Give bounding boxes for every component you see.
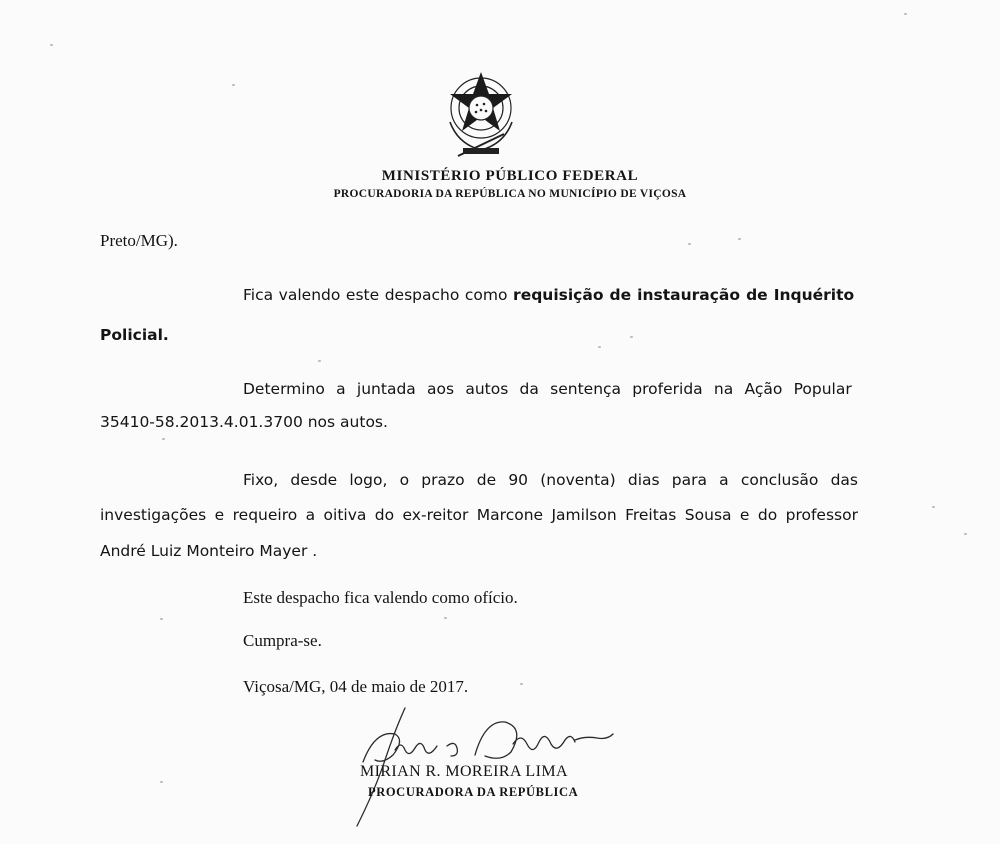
scan-speck xyxy=(964,533,967,535)
signatory-name: MIRIAN R. MOREIRA LIMA xyxy=(360,763,568,780)
paragraph-continuation: Preto/MG). xyxy=(100,231,178,250)
paragraph-determination-line2: 35410-58.2013.4.01.3700 nos autos. xyxy=(100,413,388,431)
scan-speck xyxy=(904,13,907,15)
requisition-lead-text: Fica valendo este despacho como xyxy=(243,286,514,304)
scan-speck xyxy=(932,506,935,508)
policial-bold-text: Policial. xyxy=(100,326,169,344)
ministry-title: MINISTÉRIO PÚBLICO FEDERAL xyxy=(381,168,639,184)
requisition-bold-text: requisição de instauração de Inquérito xyxy=(513,286,855,304)
signatory-title: PROCURADORA DA REPÚBLICA xyxy=(368,785,579,799)
requisition-bold-continuation xyxy=(100,326,169,344)
paragraph-deadline-line1: Fixo, desde logo, o prazo de 90 (noventa) dias para a conclusão das xyxy=(243,471,858,489)
scan-speck xyxy=(232,84,235,86)
scan-speck xyxy=(688,243,691,245)
brazil-coat-of-arms-icon xyxy=(438,64,524,162)
date-line: Viçosa/MG, 04 de maio de 2017. xyxy=(243,677,469,696)
scan-speck xyxy=(630,336,633,338)
scan-speck xyxy=(162,438,165,440)
scan-speck xyxy=(160,618,163,620)
paragraph-deadline-line2: investigações e requeiro a oitiva do ex-reitor Marcone Jamilson Freitas Sousa e do professor xyxy=(100,506,858,524)
scan-speck xyxy=(444,617,447,619)
office-title: PROCURADORIA DA REPÚBLICA NO MUNICÍPIO DE VIÇOSA xyxy=(333,188,687,200)
paragraph-requisition xyxy=(243,286,854,304)
scan-speck xyxy=(738,238,741,240)
scan-speck xyxy=(520,683,523,685)
scan-speck xyxy=(160,781,163,783)
paragraph-determination-line1: Determino a juntada aos autos da sentença proferida na Ação Popular xyxy=(243,380,852,398)
scan-speck xyxy=(50,44,53,46)
paragraph-comply: Cumpra-se. xyxy=(243,631,322,650)
paragraph-deadline-line3: André Luiz Monteiro Mayer . xyxy=(100,542,318,560)
paragraph-official-letter: Este despacho fica valendo como ofício. xyxy=(243,588,518,607)
scan-speck xyxy=(598,346,601,348)
scan-speck xyxy=(318,360,321,362)
